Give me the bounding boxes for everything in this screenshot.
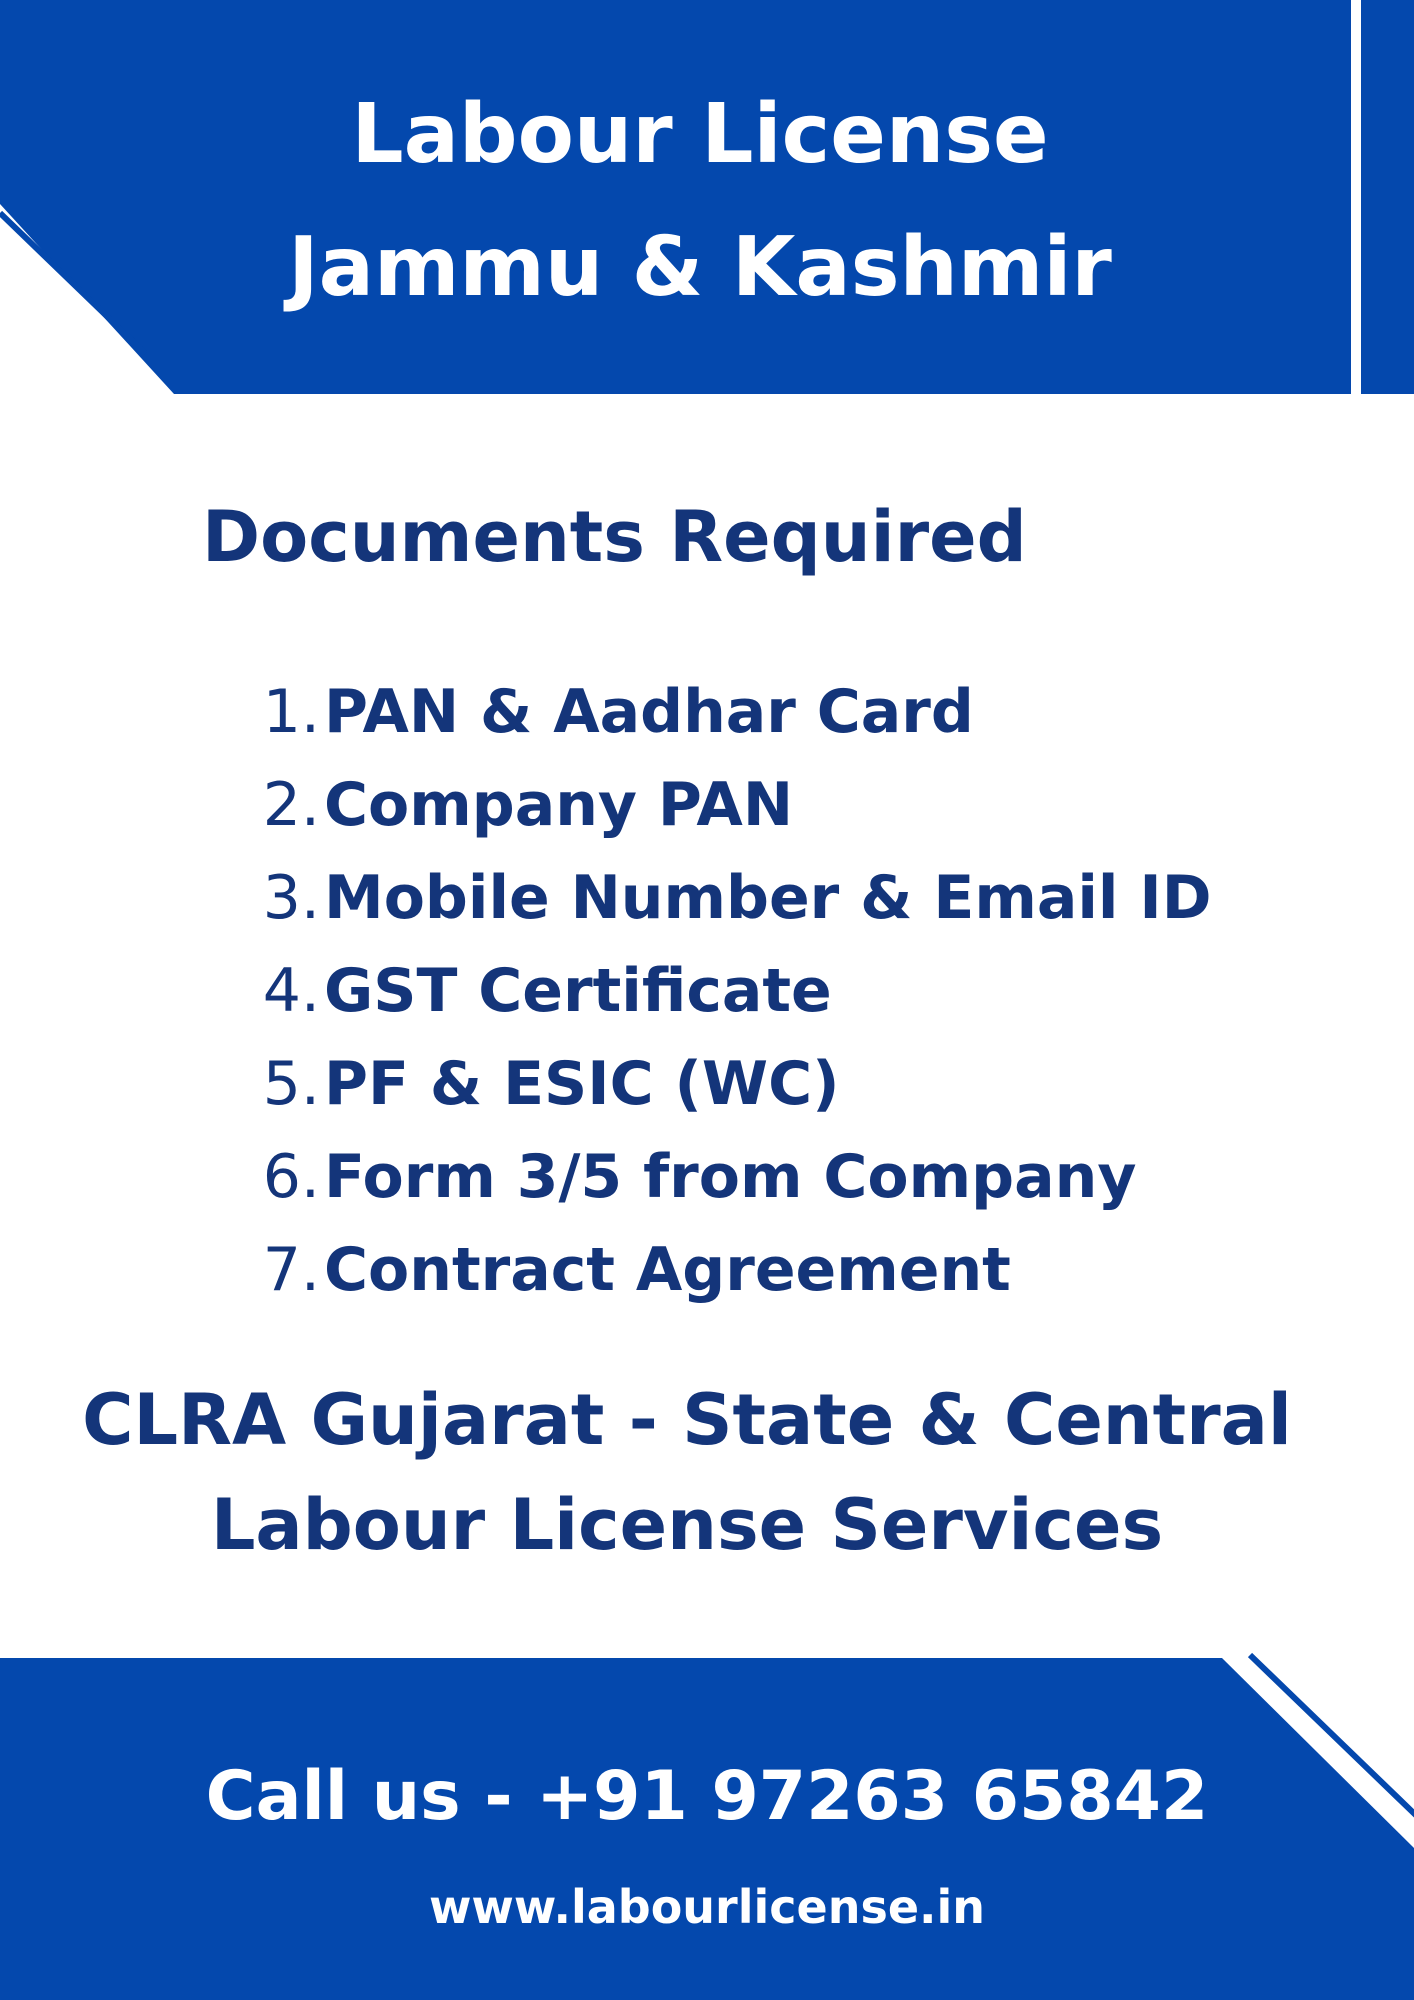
item-label: Mobile Number & Email ID	[324, 862, 1212, 933]
title-line-2: Jammu & Kashmir	[288, 220, 1112, 315]
top-side-strip	[1361, 0, 1414, 394]
services-line-1: CLRA Gujarat - State & Central	[82, 1379, 1292, 1461]
item-label: Form 3/5 from Company	[324, 1141, 1137, 1212]
item-label: Company PAN	[324, 769, 794, 840]
item-number: 5.	[262, 1048, 320, 1119]
call-us-phone[interactable]: Call us - +91 97263 65842	[205, 1757, 1209, 1836]
list-item	[250, 944, 1212, 1037]
top-banner	[0, 0, 1351, 394]
list-item	[250, 851, 1212, 944]
documents-list	[250, 665, 1212, 1316]
list-item	[250, 1130, 1212, 1223]
title-line-1: Labour License	[351, 87, 1049, 182]
item-number: 2.	[262, 769, 320, 840]
item-number: 7.	[262, 1234, 320, 1305]
item-number: 1.	[262, 676, 320, 747]
item-label: GST Certificate	[324, 955, 832, 1026]
list-item	[250, 758, 1212, 851]
services-line-2: Labour License Services	[210, 1484, 1164, 1566]
item-label: PAN & Aadhar Card	[324, 676, 974, 747]
documents-heading: Documents Required	[202, 496, 1027, 578]
website-link[interactable]: www.labourlicense.in	[428, 1880, 986, 1934]
item-number: 3.	[262, 862, 320, 933]
list-item	[250, 1223, 1212, 1316]
list-item	[250, 665, 1212, 758]
item-label: PF & ESIC (WC)	[324, 1048, 840, 1119]
list-item	[250, 1037, 1212, 1130]
item-number: 6.	[262, 1141, 320, 1212]
item-number: 4.	[262, 955, 320, 1026]
item-label: Contract Agreement	[324, 1234, 1011, 1305]
